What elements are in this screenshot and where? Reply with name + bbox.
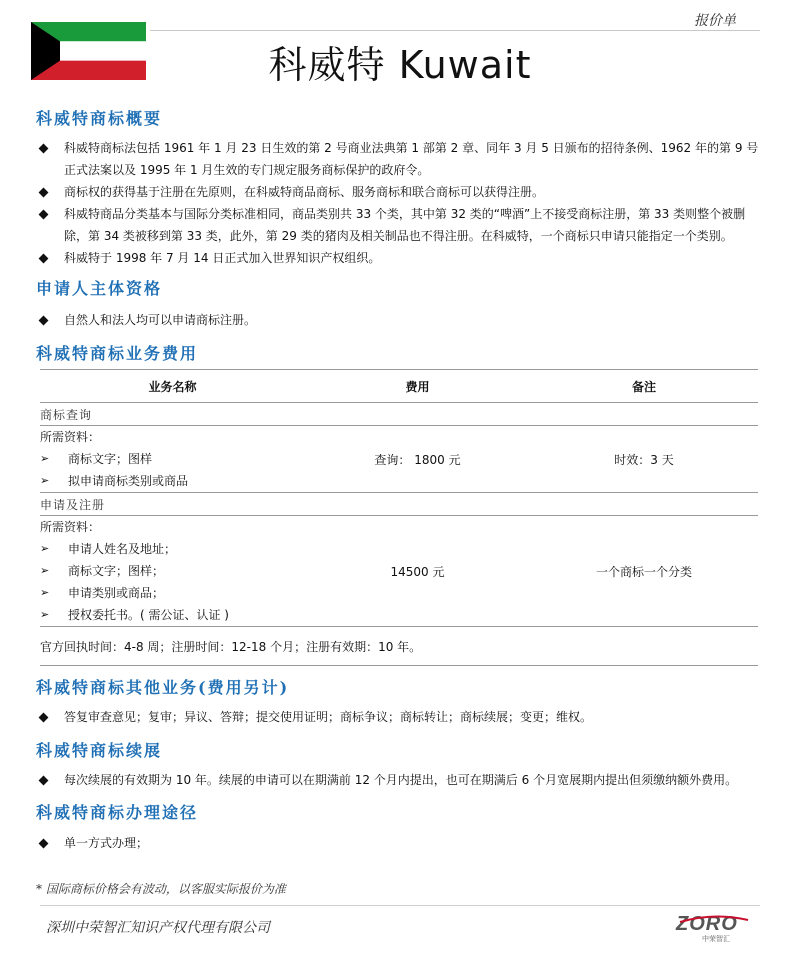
renewal-list	[40, 769, 760, 791]
list-item: 科威特于 1998 年 7 月 14 日正式加入世界知识产权组织。	[40, 247, 760, 269]
list-item: 单一方式办理；	[40, 832, 760, 854]
remark-cell: 一个商标一个分类	[530, 516, 758, 627]
other-list	[40, 706, 760, 728]
timeline-note: 官方回执时间：4-8 周；注册时间：12-18 个月；注册有效期：10 年。	[40, 627, 758, 666]
list-item: 商标权的获得基于注册在先原则，在科威特商品商标、服务商标和联合商标可以获得注册。	[40, 181, 760, 203]
fee-cell: 查询： 1800 元	[305, 426, 530, 493]
materials-label: 所需资料：	[40, 430, 101, 444]
list-item: 自然人和法人均可以申请商标注册。	[40, 309, 760, 331]
column-header-fee: 费用	[305, 370, 530, 403]
arrow-bullet-icon: ➢	[40, 474, 50, 487]
list-item: ➢ 拟申请商标类别或商品	[40, 470, 305, 492]
section-title-applicant: 申请人主体资格	[36, 279, 163, 298]
bullet-diamond-icon	[39, 713, 49, 723]
footer-divider	[40, 905, 760, 906]
bullet-diamond-icon	[39, 316, 49, 326]
fee-table	[40, 369, 758, 666]
table-group-row	[40, 403, 758, 426]
materials-cell	[40, 516, 305, 627]
section-title-other: 科威特商标其他业务(费用另计)	[36, 678, 290, 697]
arrow-bullet-icon: ➢	[40, 586, 50, 599]
bullet-diamond-icon	[39, 776, 49, 786]
list-item: 科威特商品分类基本与国际分类标准相同，商品类别共 33 个类，其中第 32 类的“啤酒”上不接受商标注册，第 33 类则整个被删除，第 34 类被移到第 33 类，此外，第 29 类的猪肉及相关制品也不得注册。在科威特，一个商标只申请只能指定一个类别。	[40, 203, 760, 247]
list-item: 答复审查意见；复审；异议、答辩；提交使用证明；商标争议；商标转让；商标续展；变更；维权。	[40, 706, 760, 728]
list-item: ➢ 商标文字；图样	[40, 448, 305, 470]
overview-list	[40, 137, 760, 269]
table-row	[40, 516, 758, 627]
column-header-name: 业务名称	[40, 370, 305, 403]
company-name: 深圳中荣智汇知识产权代理有限公司	[46, 920, 270, 936]
section-title-overview: 科威特商标概要	[36, 109, 163, 128]
list-item: ➢ 商标文字；图样；	[40, 560, 305, 582]
arrow-bullet-icon: ➢	[40, 564, 50, 577]
price-disclaimer: * 国际商标价格会有波动，以客服实际报价为准	[36, 882, 286, 896]
column-header-remark: 备注	[530, 370, 758, 403]
table-header-row	[40, 370, 758, 403]
bullet-diamond-icon	[39, 210, 49, 220]
bullet-diamond-icon	[39, 144, 49, 154]
group-label-registration: 申请及注册	[40, 493, 758, 516]
materials-label: 所需资料：	[40, 520, 101, 534]
table-note-row	[40, 627, 758, 666]
process-list	[40, 832, 760, 854]
list-item: 科威特商标法包括 1961 年 1 月 23 日生效的第 2 号商业法典第 1 部第 2 章、同年 3 月 5 日颁布的招待条例、1962 年的第 9 号正式法案以及 1995 年 1 月生效的专门规定服务商标保护的政府令。	[40, 137, 760, 181]
table-row	[40, 426, 758, 493]
bullet-diamond-icon	[39, 254, 49, 264]
materials-cell	[40, 426, 305, 493]
svg-text:中荣智汇: 中荣智汇	[702, 935, 730, 943]
remark-cell: 时效：3 天	[530, 426, 758, 493]
fee-cell: 14500 元	[305, 516, 530, 627]
svg-text:ZORO: ZORO	[676, 913, 738, 935]
section-title-process: 科威特商标办理途径	[36, 803, 199, 822]
bullet-diamond-icon	[39, 839, 49, 849]
arrow-bullet-icon: ➢	[40, 452, 50, 465]
list-item: ➢ 申请人姓名及地址；	[40, 538, 305, 560]
bullet-diamond-icon	[39, 188, 49, 198]
company-logo-icon	[674, 910, 754, 944]
arrow-bullet-icon: ➢	[40, 542, 50, 555]
page-title: 科威特 Kuwait	[268, 43, 532, 87]
arrow-bullet-icon: ➢	[40, 608, 50, 621]
group-label-search: 商标查询	[40, 403, 758, 426]
table-group-row	[40, 493, 758, 516]
list-item: ➢ 申请类别或商品；	[40, 582, 305, 604]
applicant-list	[40, 309, 760, 331]
section-title-renewal: 科威特商标续展	[36, 741, 163, 760]
list-item: ➢ 授权委托书。( 需公证、认证 )	[40, 604, 305, 626]
list-item: 每次续展的有效期为 10 年。续展的申请可以在期满前 12 个月内提出，也可在期满后 6 个月宽展期内提出但须缴纳额外费用。	[40, 769, 760, 791]
document-type-label: 报价单	[694, 13, 736, 29]
section-title-fees: 科威特商标业务费用	[36, 344, 199, 363]
header-divider	[150, 30, 760, 31]
